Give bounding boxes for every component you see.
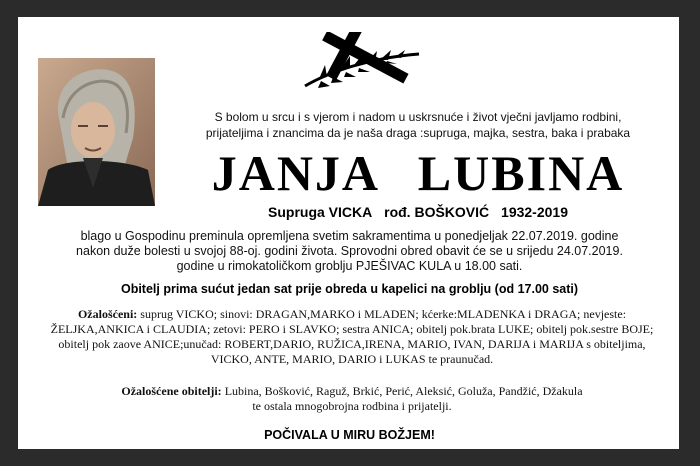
intro-line-1: S bolom u srcu i s vjerom i nadom u uskrsnuće i život vječni javljamo rodbini, (214, 110, 622, 124)
intro-line-2: prijateljima i znancima da je naša draga :supruga, majka, sestra, baka i prabaka (205, 126, 631, 140)
families-line-2: te ostala mnogobrojna rodbina i prijatelji. (252, 399, 452, 413)
body-line-1: blago u Gospodinu preminula opremljena svetim sakramentima u ponedjeljak 22.07.2019. godine (80, 229, 619, 243)
cross-with-palm-icon (299, 32, 423, 90)
families-line-1: Lubina, Bošković, Raguž, Brkić, Perić, Aleksić, Goluža, Pandžić, Džakula (224, 384, 583, 398)
obituary-card (18, 17, 679, 449)
body-line-3: godine u rimokatoličkom groblju PJEŠIVAC KULA u 18.00 sati. (176, 259, 523, 273)
maiden-name: rođ. BOŠKOVIĆ (384, 204, 490, 220)
deceased-details (168, 204, 668, 220)
spouse-label: Supruga VICKA (268, 204, 373, 220)
life-years: 1932-2019 (501, 204, 568, 220)
families-list (38, 384, 666, 414)
death-announcement (32, 229, 667, 274)
mourners-text: suprug VICKO; sinovi: DRAGAN,MARKO i MLADEN; kćerke:MLADENKA i DRAGA; nevjeste: ŽELJKA,ANKICA i CLAUDIA; zetovi: PERO i SLAVKO; sestra ANICA; obitelj pok.brata LUKE; obitelj pok.sestre BOJE; obitelj pok zaove ANICE;unučad: ROBERT,DARIO, RUŽICA,IRENA, MARIO, IVAN, DARIJA i MARIJA s obiteljima, VICKO, ANTE, MARIO, DARIO i LUKAS te praunučad. (50, 307, 654, 366)
mourners-list (38, 307, 666, 367)
deceased-name (168, 146, 668, 200)
mourners-label: Ožalošćeni: (77, 307, 138, 321)
closing-phrase: POČIVALA U MIRU BOŽJEM! (264, 428, 435, 442)
body-line-2: nakon duže bolesti u svojoj 88-oj. godini života. Sprovodni obred obavit će se u srijedu 24.07.2019. (76, 244, 623, 258)
condolence-note: Obitelj prima sućut jedan sat prije obreda u kapelici na groblju (od 17.00 sati) (120, 282, 579, 296)
portrait-photo (38, 58, 155, 206)
first-name: JANJA (211, 145, 378, 201)
last-name: LUBINA (417, 145, 625, 201)
intro-text (168, 109, 668, 141)
families-label: Ožalošćene obitelji: (121, 384, 222, 398)
